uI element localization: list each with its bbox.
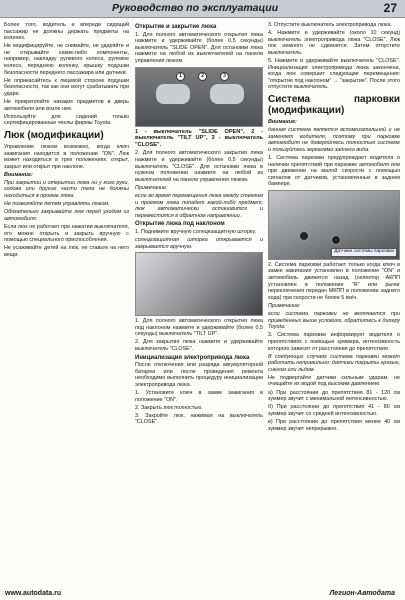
- footer-url[interactable]: www.autodata.ru: [5, 590, 62, 597]
- paragraph: Более того, водитель и впереди сидящий пассажир не должны держать предметы на коленях.: [4, 22, 129, 42]
- paragraph: 1. Установите ключ в замке зажигания в положение "ON".: [135, 390, 263, 403]
- note-label: Примечание:: [135, 184, 168, 191]
- paragraph: а) При расстоянии до препятствия 81 - 120 см зуммер звучит с минимальной интенсивностью.: [268, 389, 400, 403]
- paragraph: 1. Поднимите вручную солнцезащитную шторку.: [135, 228, 257, 235]
- warning-item: Обязательно закрывайте люк перед уходом из автомобиля.: [4, 209, 129, 222]
- paragraph: 4. Нажмите и удерживайте (около 10 секунд) выключатель электропривода люка "CLOSE". Люк пок немного не сдвинется. Затем отпустите выключатель.: [268, 30, 400, 56]
- warning-label: Внимание:: [268, 118, 297, 125]
- paragraph: 3. Отпустите выключатель электропривода люка.: [268, 22, 392, 28]
- paragraph: 2. Закрыть люк полностью.: [135, 404, 203, 411]
- paragraph: Не подвергайте датчики сильным ударам, не очищайте их водой под высоким давлением.: [268, 374, 400, 388]
- warning-item: При закрытии и открытии люка ни у кого руки, голова или другие части тела не должны находиться в проеме люка.: [4, 179, 129, 200]
- subheading: Открытие и закрытие люка: [135, 24, 217, 30]
- lamp-shape: [210, 84, 244, 104]
- parking-sensor-photo: [268, 190, 400, 260]
- paragraph: Если люк не работает при нажатии выключателя, его можно открыть и закрыть вручную с помощью специального приспособления.: [4, 223, 129, 244]
- paragraph: 5. Нажмите и удерживайте выключатель "CLOSE". Инициализация электропривода люка закончена, когда люк совершит следующие перемещения: "открытие под наклоном" → "закрытие". После этого отпустите выключатель.: [268, 57, 400, 91]
- note-text: солнцезащитная шторка открывается и закрывается вручную.: [135, 236, 263, 250]
- paragraph: 2. Система парковки работает только когда ключ в замке зажигания установлен в положение "ON" и автомобиль движется назад (селектор АКПП установлен в положение "R" или рычаг переключения передач МКПП в положении заднего хода) при скорости не более 5 км/ч.: [268, 261, 400, 301]
- note-label: Примечание:: [268, 302, 301, 309]
- warning-item: данная система является вспомогательной и не заменяет водителя, поэтому при парковке автомобиля не доверяйтесь полностью системе и пользуйтесь зеркалами заднего вида.: [268, 127, 400, 153]
- paragraph: Используйте для сидений только сертифицированные чехлы фирмы Toyota.: [4, 113, 129, 127]
- note-text: если система парковки не включается при приведенных выше условиях, обратитесь к дилеру Toyota.: [268, 311, 400, 331]
- callout-3: 3: [220, 72, 229, 81]
- paragraph: в) При расстоянии до препятствия менее 40 см зуммер звучит непрерывно.: [268, 418, 400, 432]
- paragraph: 1. Для полного автоматического открытия люка нажмите и удерживайте (более 0,5 секунды) выключатель "SLIDE OPEN". Для остановки люка нажмите на любой из выключателей на панели управления люком.: [135, 31, 263, 64]
- column-1: [4, 22, 129, 260]
- subheading: Открытие люка под наклоном: [135, 221, 225, 228]
- lamp-shape: [156, 84, 190, 104]
- column-3: [268, 22, 400, 434]
- paragraph: 2. Для полного автоматического закрытия люка нажмите и удерживайте (более 0,5 секунды) выключатель "CLOSE". Для остановки люка в нужном положении нажмите на любой из выключателей на панели управления люком.: [135, 150, 263, 183]
- callout-1: 1: [176, 72, 185, 81]
- note-text: если во время перемещения люка между стеклом и проемом люка попадет какой-либо предмет, люк автоматически остановится и переместится в обратном направлении.: [135, 192, 263, 219]
- paragraph: Не модифицируйте, не снимайте, не ударяйте и не открывайте какие-либо компоненты, например, накладку рулевого колеса, рулевое колесо, переднюю колонку, крышку подушки безопасности переднего пассажира или датчики.: [4, 43, 129, 76]
- figure-caption: 1 - выключатель "SLIDE OPEN", 2 - выключатель "TILT UP", 3 - выключатель "CLOSE".: [135, 128, 263, 148]
- paragraph: Не прикрепляйте никаких предметов в дверь автомобиля или возле нее.: [4, 99, 129, 112]
- paragraph: 1. Система парковки предупреждает водителя о наличии препятствий при парковке автомобиля или при движении на малой скорости с помощью сигналов от датчиков, установленных в заднем бампере.: [268, 154, 400, 188]
- sunroof-tilt-photo: [135, 252, 263, 316]
- photo-label: Датчики системы парковки: [331, 248, 397, 257]
- section-title-sunroof: Люк (модификации): [4, 129, 104, 141]
- paragraph: Не оприкасайтесь к лицевой стороне подушки безопасности, так как они могут срабатывать при ударе.: [4, 77, 129, 97]
- paragraph: Не усаживайте детей на люк, не ставьте на него вещи.: [4, 245, 129, 258]
- header-title: Руководство по эксплуатации: [112, 2, 279, 14]
- footer-publisher: Легион-Автодата: [329, 590, 395, 597]
- warning-item: Не позволяйте детям управлять люком.: [4, 201, 110, 208]
- section-title-parking: Система парковки (модификации): [268, 93, 400, 116]
- paragraph: 3. Закройте люк, нажимая на выключатель "CLOSE".: [135, 412, 263, 426]
- paragraph: 1. Для полного автоматического открытия люка под наклоном нажмите и удерживайте (более 0,5 секунды) выключатель "TILT UP".: [135, 318, 263, 338]
- warning-label: Внимание:: [4, 171, 33, 178]
- column-2: [135, 22, 263, 428]
- paragraph: 3. Система парковки информирует водителя о препятствиях с помощью зуммера, интенсивность которого зависит от расстояния до препятствия.: [268, 332, 400, 352]
- callout-2: 2: [198, 72, 207, 81]
- warning-item: В следующих случаях система парковки может работать неправильно: датчики покрыты грязью, снегом или льдом.: [268, 353, 400, 373]
- sensor-shape: [331, 235, 341, 245]
- paragraph: После отключения или разряда аккумуляторной батареи или после проведения ремонта необходимо выполнить процедуру инициализации электропривода люка.: [135, 362, 263, 388]
- paragraph: 2. Для закрытия люка нажмите и удерживайте выключатель "CLOSE".: [135, 339, 263, 353]
- page-number: 27: [383, 1, 397, 15]
- sunroof-switch-photo: [135, 67, 263, 127]
- page-header: [0, 0, 405, 18]
- paragraph: Управление люком возможно, когда ключ зажигания находится в положении "ON". Люк может находиться в трех положениях: открыт, закрыт или открыт при наклоне.: [4, 143, 129, 170]
- sensor-shape: [299, 231, 309, 241]
- paragraph: б) При расстоянии до препятствия 41 - 80 см зуммер звучит со средней интенсивностью.: [268, 404, 400, 417]
- subheading: Инициализация электропривода люка: [135, 354, 250, 361]
